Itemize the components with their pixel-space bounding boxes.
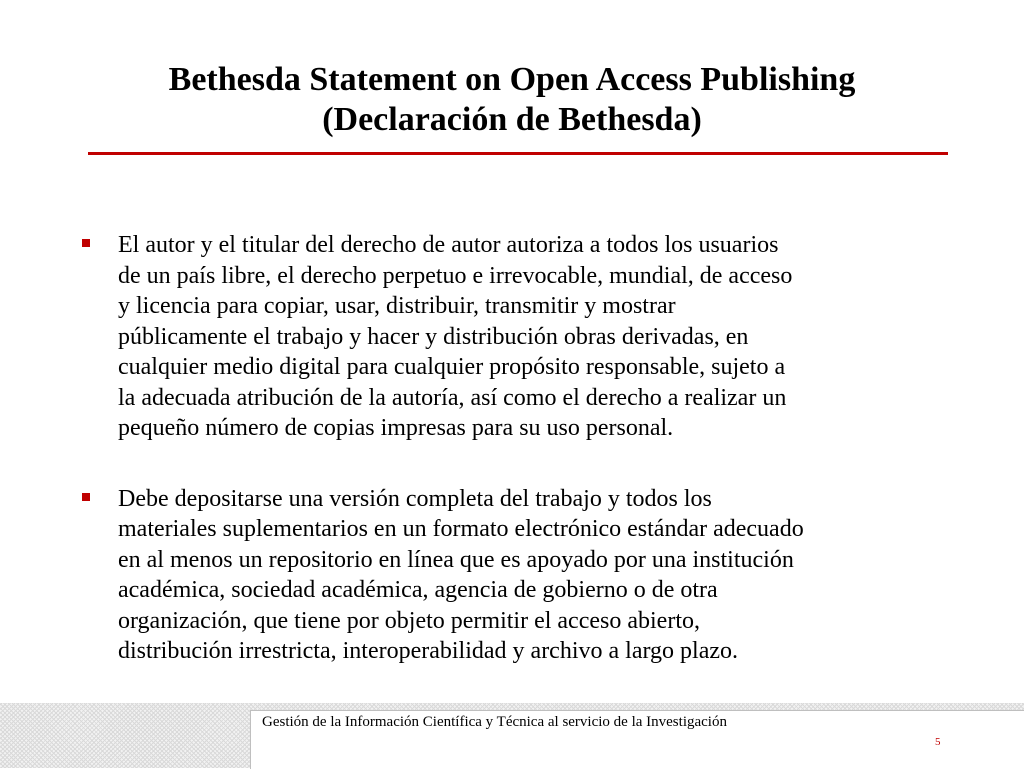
- bullet-line: académica, sociedad académica, agencia de gobierno o de otra: [118, 577, 718, 603]
- bullet-line: públicamente el trabajo y hacer y distribución obras derivadas, en: [118, 323, 749, 350]
- square-bullet-icon: [82, 493, 90, 501]
- square-bullet-icon: [82, 239, 90, 247]
- bullet-line: y licencia para copiar, usar, distribuir, transmitir y mostrar: [118, 293, 676, 319]
- bullet-line: cualquier medio digital para cualquier propósito responsable, sujeto a: [118, 354, 786, 380]
- bullet-line: materiales suplementarios en un formato electrónico estándar adecuado: [118, 516, 804, 542]
- bullet-line: en al menos un repositorio en línea que es apoyado por una institución: [118, 546, 794, 573]
- bullet-line: de un país libre, el derecho perpetuo e irrevocable, mundial, de acceso: [118, 262, 793, 289]
- page-number: 5: [935, 736, 941, 748]
- footer-text: Gestión de la Información Científica y Técnica al servicio de la Investigación: [262, 714, 727, 730]
- bullet-line: pequeño número de copias impresas para su uso personal.: [118, 415, 674, 441]
- bullet-line: El autor y el titular del derecho de autor autoriza a todos los usuarios: [118, 232, 779, 258]
- bullet-item-repository: [78, 484, 948, 667]
- slide-title-line-1: Bethesda Statement on Open Access Publishing: [168, 61, 856, 98]
- bullet-line: la adecuada atribución de la autoría, así como el derecho a realizar un: [118, 384, 787, 411]
- bullet-line: distribución irrestricta, interoperabilidad y archivo a largo plazo.: [118, 638, 739, 664]
- bullet-line: Debe depositarse una versión completa del trabajo y todos los: [118, 485, 712, 512]
- title-underline: [88, 152, 948, 155]
- slide-title: [60, 60, 964, 140]
- bullet-line: organización, que tiene por objeto permitir el acceso abierto,: [118, 607, 700, 634]
- bullet-item-license: [78, 230, 948, 444]
- slide-title-line-2: (Declaración de Bethesda): [322, 101, 702, 138]
- bullet-list: [78, 230, 948, 667]
